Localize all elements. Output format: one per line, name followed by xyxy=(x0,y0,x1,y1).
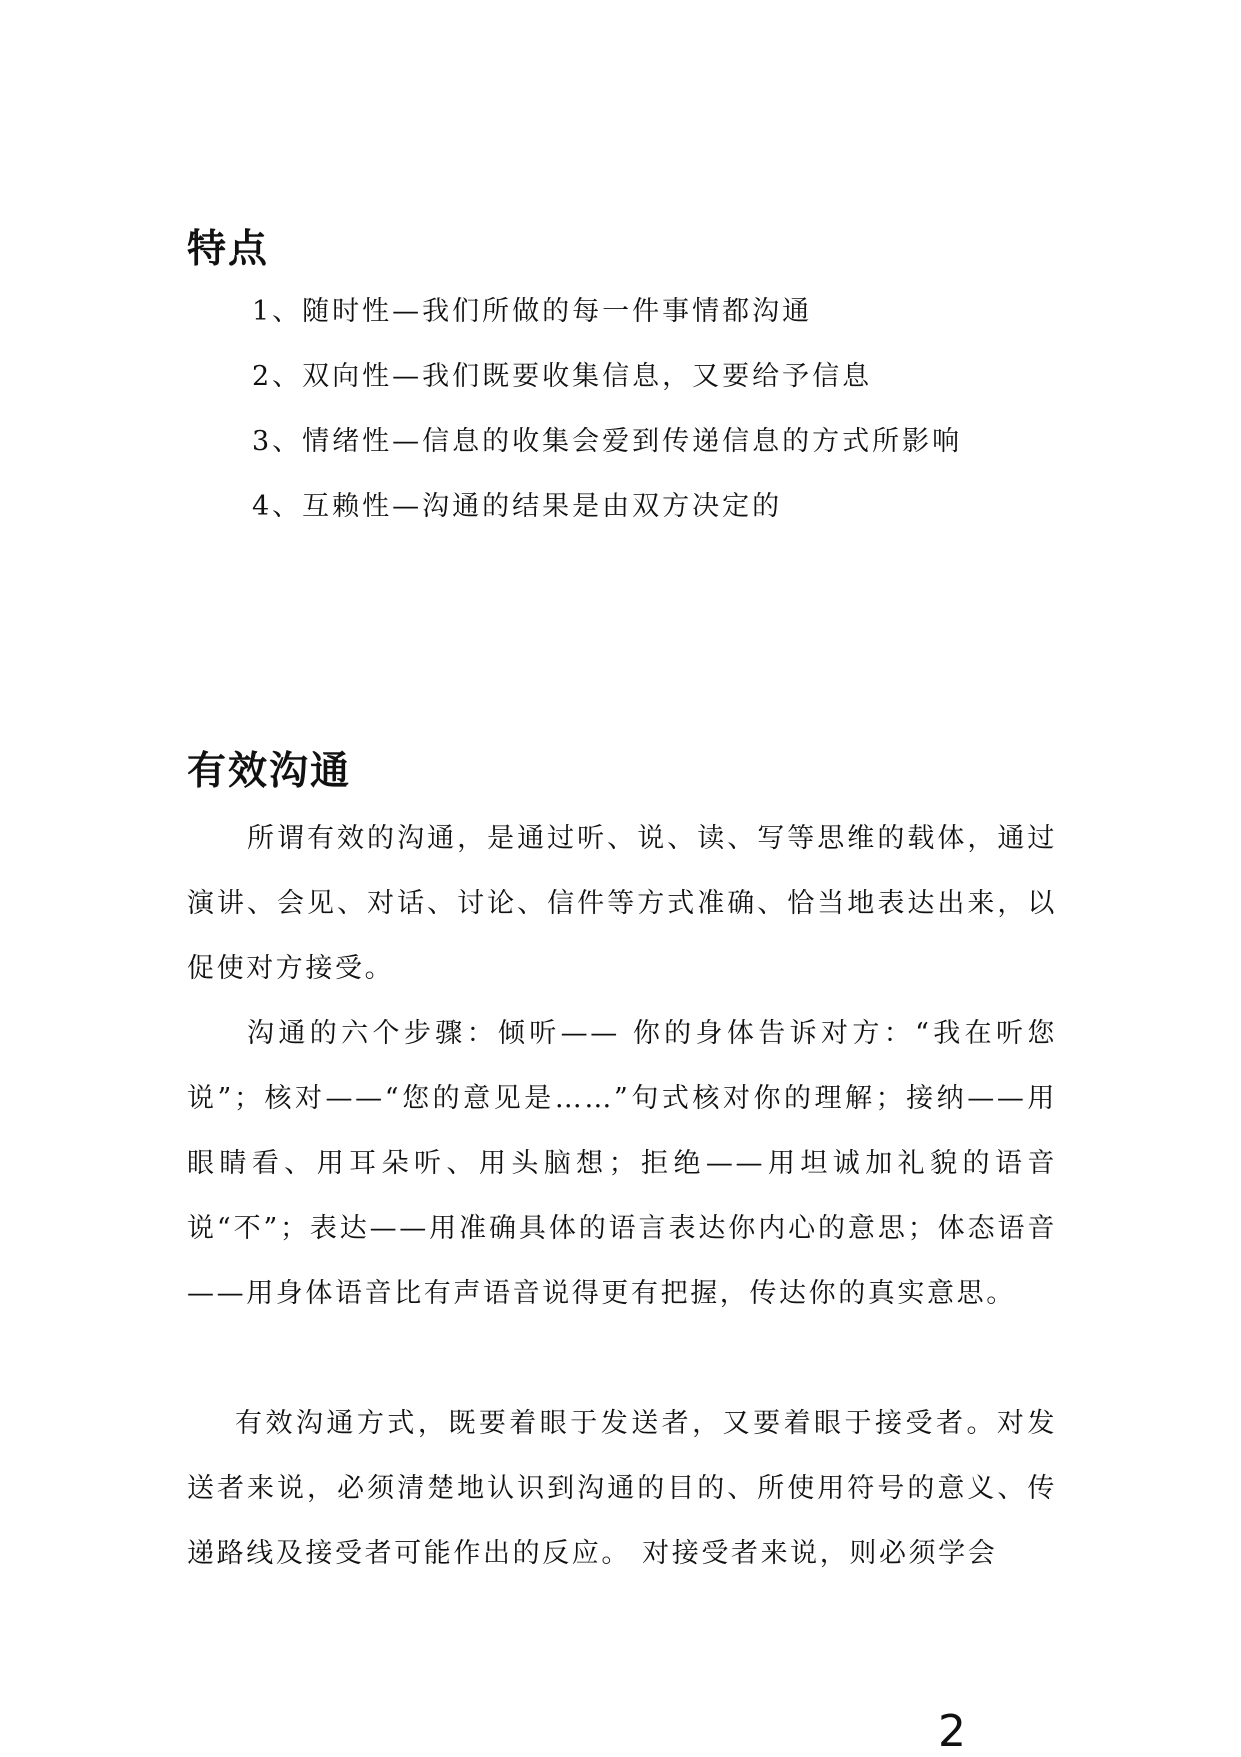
paragraph-six-steps: 沟通的六个步骤：倾听—— 你的身体告诉对方：“我在听您说”；核对——“您的意见是……”句式核对你的理解；接纳——用眼睛看、用耳朵听、用头脑想；拒绝——用坦诚加礼貌的语音说“不”；表达——用准确具体的语言表达你内心的意思；体态语音——用身体语音比有声语音说得更有把握，传达你的真实意思。 xyxy=(187,1018,1057,1309)
list-item: 3、情绪性—信息的收集会爱到传递信息的方式所影响 xyxy=(252,426,963,457)
features-list xyxy=(252,290,962,550)
paragraph-definition: 所谓有效的沟通，是通过听、说、读、写等思维的载体，通过演讲、会见、对话、讨论、信件等方式准确、恰当地表达出来，以促使对方接受。 xyxy=(187,823,1057,984)
list-item: 2、双向性—我们既要收集信息，又要给予信息 xyxy=(252,361,873,392)
paragraph-methods: 有效沟通方式，既要着眼于发送者，又要着眼于接受者。对发送者来说，必须清楚地认识到沟通的目的、所使用符号的意义、传递路线及接受者可能作出的反应。 对接受者来说，则必须学会 xyxy=(187,1408,1057,1569)
section-heading-features: 特点 xyxy=(187,227,270,272)
list-item: 1、随时性—我们所做的每一件事情都沟通 xyxy=(252,296,813,327)
page-number: 2 xyxy=(938,1706,966,1757)
list-item: 4、互赖性—沟通的结果是由双方决定的 xyxy=(252,491,783,522)
section-heading-effective-communication: 有效沟通 xyxy=(187,749,352,794)
